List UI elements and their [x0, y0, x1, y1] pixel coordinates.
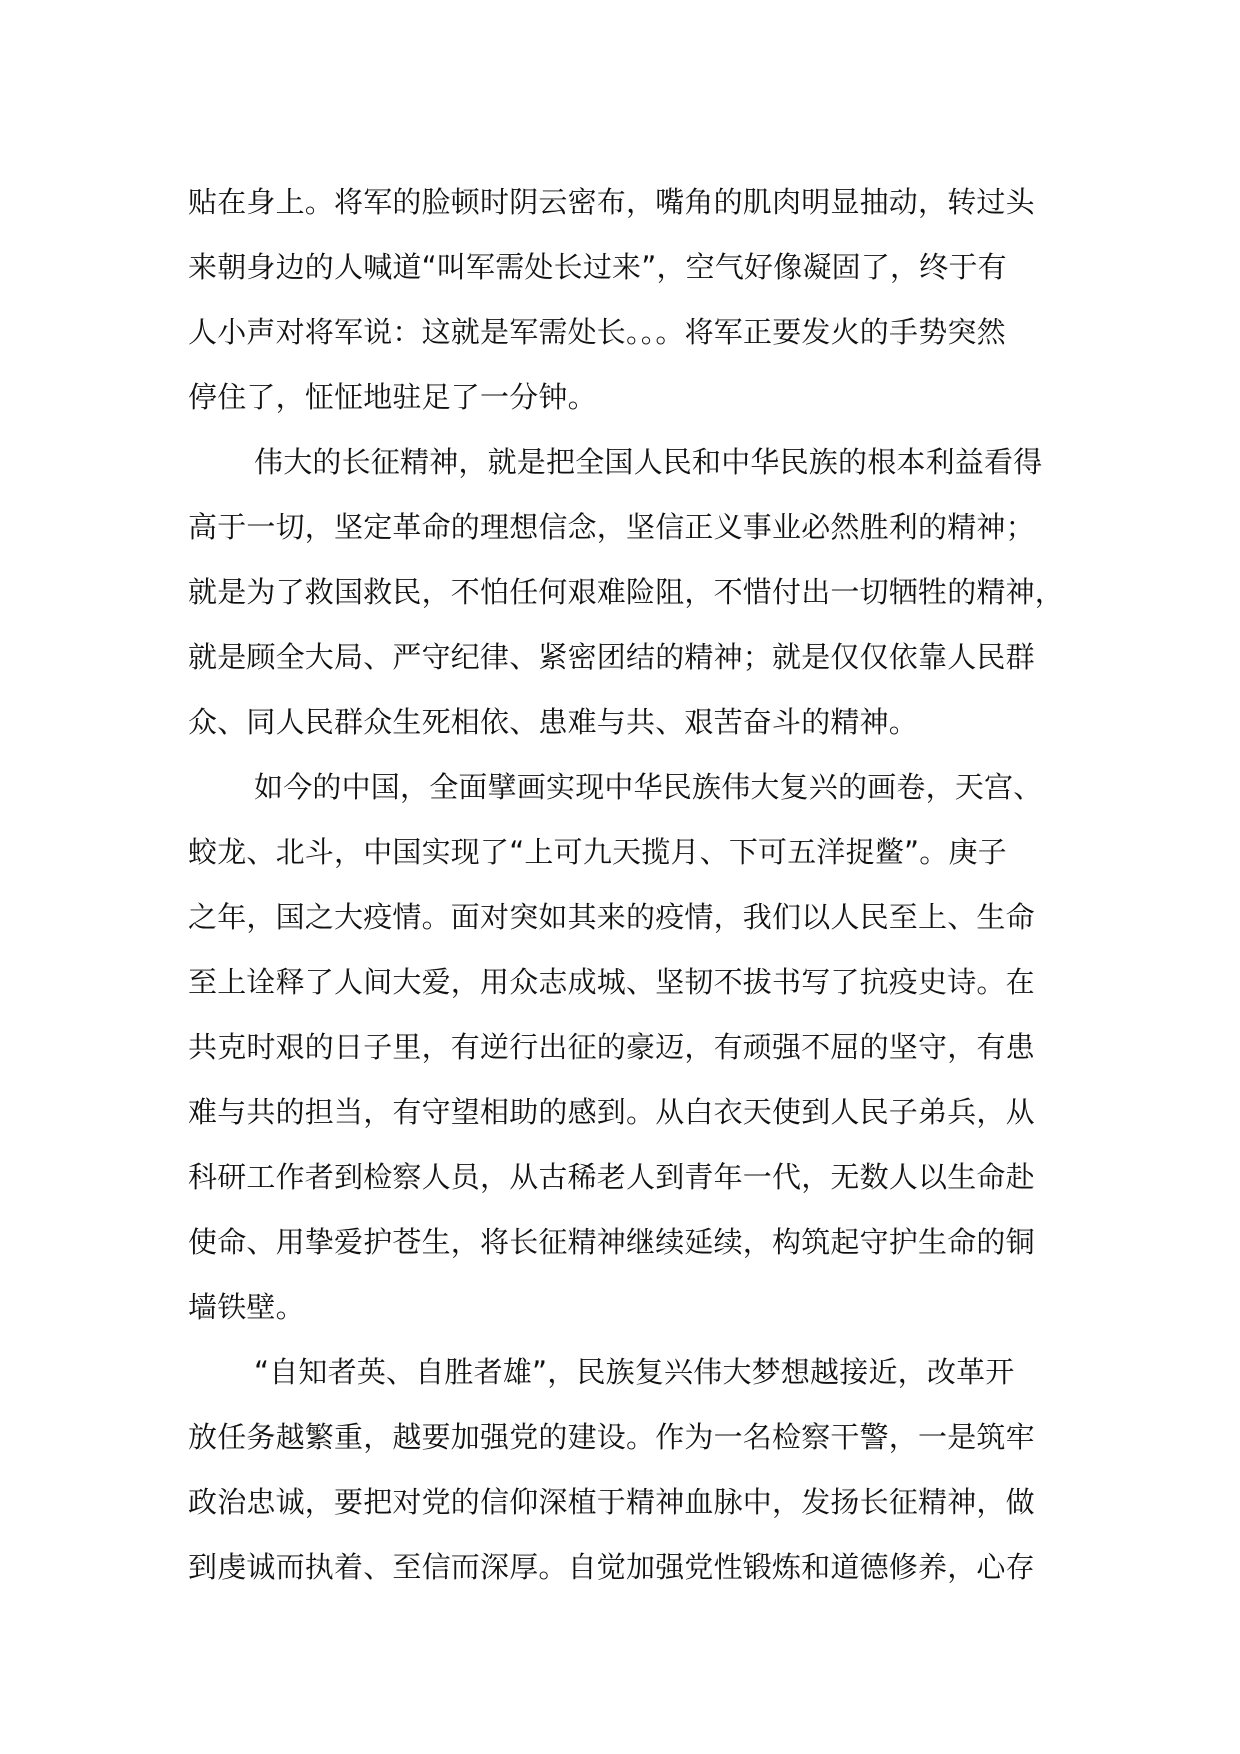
- text-line: 难与共的担当，有守望相助的感到。从白衣天使到人民子弟兵，从: [188, 1095, 1035, 1129]
- text-line: 人小声对将军说：这就是军需处长。。。将军正要发火的手势突然: [188, 315, 1006, 349]
- text-line: 到虔诚而执着、至信而深厚。自觉加强党性锻炼和道德修养，心存: [188, 1550, 1035, 1584]
- paragraph-first-line: 如今的中国，全面擘画实现中华民族伟大复兴的画卷，天宫、: [254, 770, 1043, 804]
- text-line: 蛟龙、北斗，中国实现了“上可九天揽月、下可五洋捉鳖”。庚子: [188, 835, 1007, 869]
- text-line: 至上诠释了人间大爱，用众志成城、坚韧不拔书写了抗疫史诗。在: [188, 965, 1035, 999]
- text-line: 墙铁壁。: [188, 1290, 305, 1324]
- paragraph-first-line: 伟大的长征精神，就是把全国人民和中华民族的根本利益看得: [254, 445, 1043, 479]
- text-line: 共克时艰的日子里，有逆行出征的豪迈，有顽强不屈的坚守，有患: [188, 1030, 1035, 1064]
- text-line: 贴在身上。将军的脸顿时阴云密布，嘴角的肌肉明显抽动，转过头: [188, 185, 1035, 219]
- text-line: 之年，国之大疫情。面对突如其来的疫情，我们以人民至上、生命: [188, 900, 1035, 934]
- text-line: 政治忠诚，要把对党的信仰深植于精神血脉中，发扬长征精神，做: [188, 1485, 1035, 1519]
- text-line: 使命、用挚爱护苍生，将长征精神继续延续，构筑起守护生命的铜: [188, 1225, 1035, 1259]
- body-text: [188, 170, 1088, 1600]
- text-line: 放任务越繁重，越要加强党的建设。作为一名检察干警，一是筑牢: [188, 1420, 1035, 1454]
- text-line: 科研工作者到检察人员，从古稀老人到青年一代，无数人以生命赴: [188, 1160, 1035, 1194]
- text-line: 就是顾全大局、严守纪律、紧密团结的精神；就是仅仅依靠人民群: [188, 640, 1035, 674]
- paragraph-first-line: “自知者英、自胜者雄”，民族复兴伟大梦想越接近，改革开: [254, 1355, 1015, 1389]
- text-line: 来朝身边的人喊道“叫军需处长过来”，空气好像凝固了，终于有: [188, 250, 1007, 284]
- text-line: 就是为了救国救民，不怕任何艰难险阻，不惜付出一切牺牲的精神，: [188, 575, 1065, 609]
- text-line: 停住了，怔怔地驻足了一分钟。: [188, 380, 597, 414]
- text-line: 高于一切，坚定革命的理想信念，坚信正义事业必然胜利的精神；: [188, 510, 1035, 544]
- text-line: 众、同人民群众生死相依、患难与共、艰苦奋斗的精神。: [188, 705, 919, 739]
